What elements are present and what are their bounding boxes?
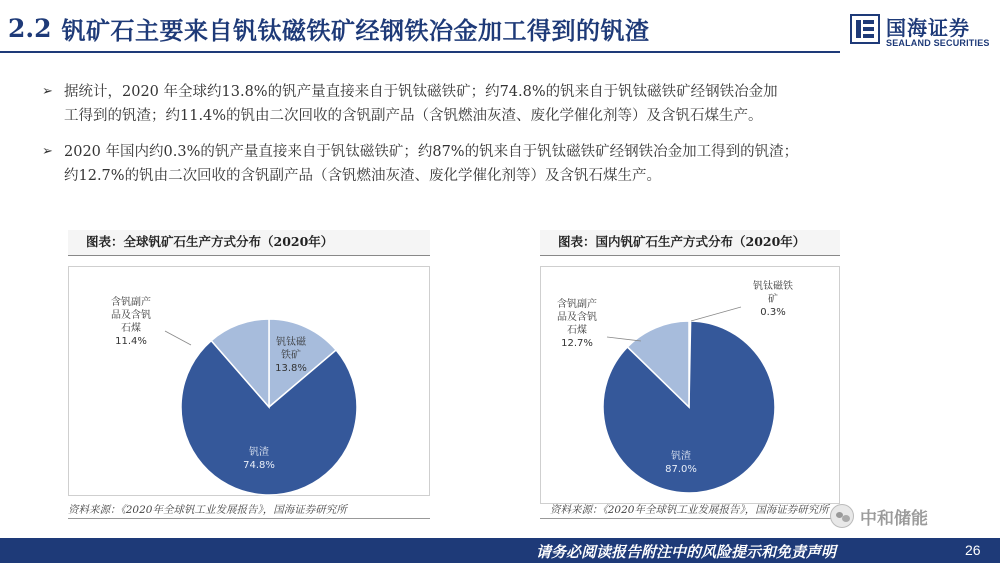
global-pie-chart	[69, 267, 431, 497]
logo-name-en: SEALAND SECURITIES	[886, 38, 990, 48]
pie-slice-label: 含钒副产品及含钒石煤 12.7%	[557, 299, 597, 349]
chart-title: 图表：国内钒矿石生产方式分布（2020年）	[540, 230, 840, 256]
slide-footer	[0, 538, 1000, 563]
chart-source: 资料来源：《2020年全球钒工业发展报告》，国海证券研究所	[68, 504, 347, 516]
wechat-icon	[830, 504, 854, 528]
logo-name-cn: 国海证券	[886, 16, 970, 40]
chart-title: 图表：全球钒矿石生产方式分布（2020年）	[68, 230, 430, 256]
bullet-item	[40, 80, 985, 128]
domestic-chart-card	[540, 230, 840, 495]
slide-title-text: 钒矿石主要来自钒钛磁铁矿经钢铁冶金加工得到的钒渣	[61, 16, 650, 45]
sealand-logo	[850, 12, 996, 52]
arrow-right-icon: ➢	[42, 144, 53, 159]
pie-leader-line	[165, 331, 191, 345]
bullet-line: 工得到的钒渣；约11.4%的钒由二次回收的含钒副产品（含钒燃油灰渣、废化学催化剂等）及含钒石煤生产。	[64, 108, 763, 124]
bullet-line: 据统计，2020 年全球约13.8%的钒产量直接来自于钒钛磁铁矿；约74.8%的钒来自于钒钛磁铁矿经钢铁冶金加	[64, 84, 778, 100]
sealand-logo-icon	[850, 14, 880, 44]
domestic-pie-chart	[541, 267, 841, 505]
bullet-line: 2020 年国内约0.3%的钒产量直接来自于钒钛磁铁矿；约87%的钒来自于钒钛磁铁矿经钢铁冶金加工得到的钒渣；	[64, 144, 799, 160]
page-number: 26	[965, 542, 981, 558]
bullet-item	[40, 140, 985, 188]
bullet-list	[40, 80, 985, 200]
pie-slice-label: 含钒副产品及含钒石煤 11.4%	[111, 297, 151, 347]
source-rule	[540, 518, 840, 519]
chart-frame	[540, 266, 840, 504]
slide-title	[8, 8, 833, 48]
slide-header	[0, 0, 1000, 62]
pie-leader-line	[691, 307, 741, 321]
disclaimer-text: 请务必阅读报告附注中的风险提示和免责声明	[536, 543, 837, 561]
wechat-watermark	[830, 503, 990, 529]
arrow-right-icon: ➢	[42, 84, 53, 99]
global-chart-card	[68, 230, 428, 495]
pie-slice-label: 钒渣 74.8%	[243, 447, 275, 471]
pie-slice-label: 钒钛磁铁矿 0.3%	[753, 281, 793, 318]
pie-slice-label: 钒渣 87.0%	[665, 451, 697, 475]
chart-frame	[68, 266, 430, 496]
section-number: 2.2	[8, 13, 52, 43]
pie-slice-label: 钒钛磁铁矿 13.8%	[275, 337, 307, 374]
source-rule	[68, 518, 430, 519]
title-underline	[0, 51, 840, 53]
chart-source: 资料来源：《2020年全球钒工业发展报告》，国海证券研究所	[550, 504, 829, 516]
bullet-line: 约12.7%的钒由二次回收的含钒副产品（含钒燃油灰渣、废化学催化剂等）及含钒石煤生产。	[64, 168, 662, 184]
watermark-text: 中和储能	[860, 508, 928, 529]
